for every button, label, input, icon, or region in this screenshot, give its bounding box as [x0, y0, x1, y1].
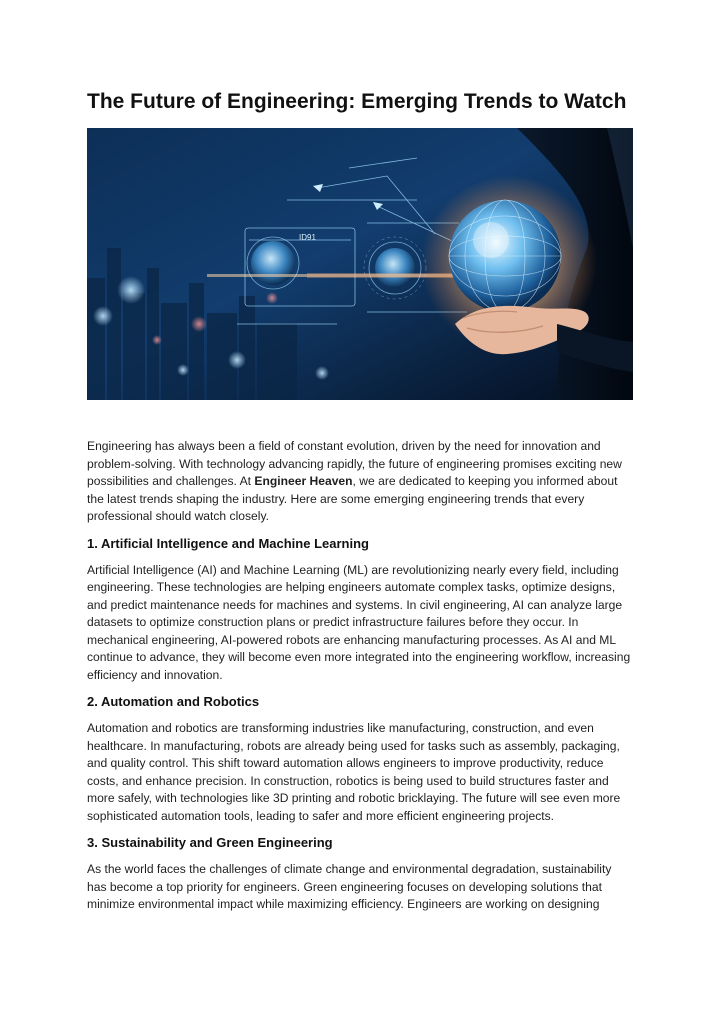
page-title: The Future of Engineering: Emerging Trends to Watch: [87, 90, 627, 113]
brand-name: Engineer Heaven: [254, 474, 353, 488]
hero-image: [87, 128, 633, 400]
section-body-ai: Artificial Intelligence (AI) and Machine Learning (ML) are revolutionizing nearly every field, including engineering. These technologies are helping engineers automate complex tasks, optimize designs, and predict maintenance needs for machines and systems. In civil engineering, AI can analyze large datasets to optimize construction plans or predict infrastructure failures before they occur. In mechanical engineering, AI-powered robots are enhancing manufacturing processes. As AI and ML continue to advance, they will become even more integrated into the engineering workflow, increasing efficiency and innovation.: [87, 562, 631, 682]
section-heading-automation: 2. Automation and Robotics: [87, 694, 260, 709]
section-heading-sustainability: 3. Sustainability and Green Engineering: [87, 835, 333, 850]
hero-overlay-label: ID91: [299, 233, 316, 242]
intro-text-before: Engineering has always been a field of constant evolution, driven by the need for innovation and problem-solving. With technology advancing rapidly, the future of engineering promises exciting new possibilities and challenges. At: [87, 439, 622, 488]
article-body: [87, 438, 633, 923]
section-body-automation: Automation and robotics are transforming industries like manufacturing, construction, and even healthcare. In manufacturing, robots are already being used for tasks such as assembly, packaging, and quality control. This shift toward automation allows engineers to improve productivity, reduce costs, and enhance precision. In construction, robotics is being used to build structures faster and more safely, with technologies like 3D printing and robotic bricklaying. The future will see even more sophisticated automation tools, leading to safer and more efficient engineering projects.: [87, 721, 621, 823]
intro-paragraph: [87, 438, 633, 526]
section-heading-ai: 1. Artificial Intelligence and Machine Learning: [87, 535, 369, 551]
intro-text-after: , we are dedicated to keeping you informed about the latest trends shaping the industry. Here are some emerging engineering trends that every professional should watch closely.: [87, 474, 618, 523]
section-body-sustainability: As the world faces the challenges of climate change and environmental degradation, sustainability has become a top priority for engineers. Green engineering focuses on developing solutions that minimize environmental impact while maximizing efficiency. Engineers are working on designing: [87, 862, 612, 911]
